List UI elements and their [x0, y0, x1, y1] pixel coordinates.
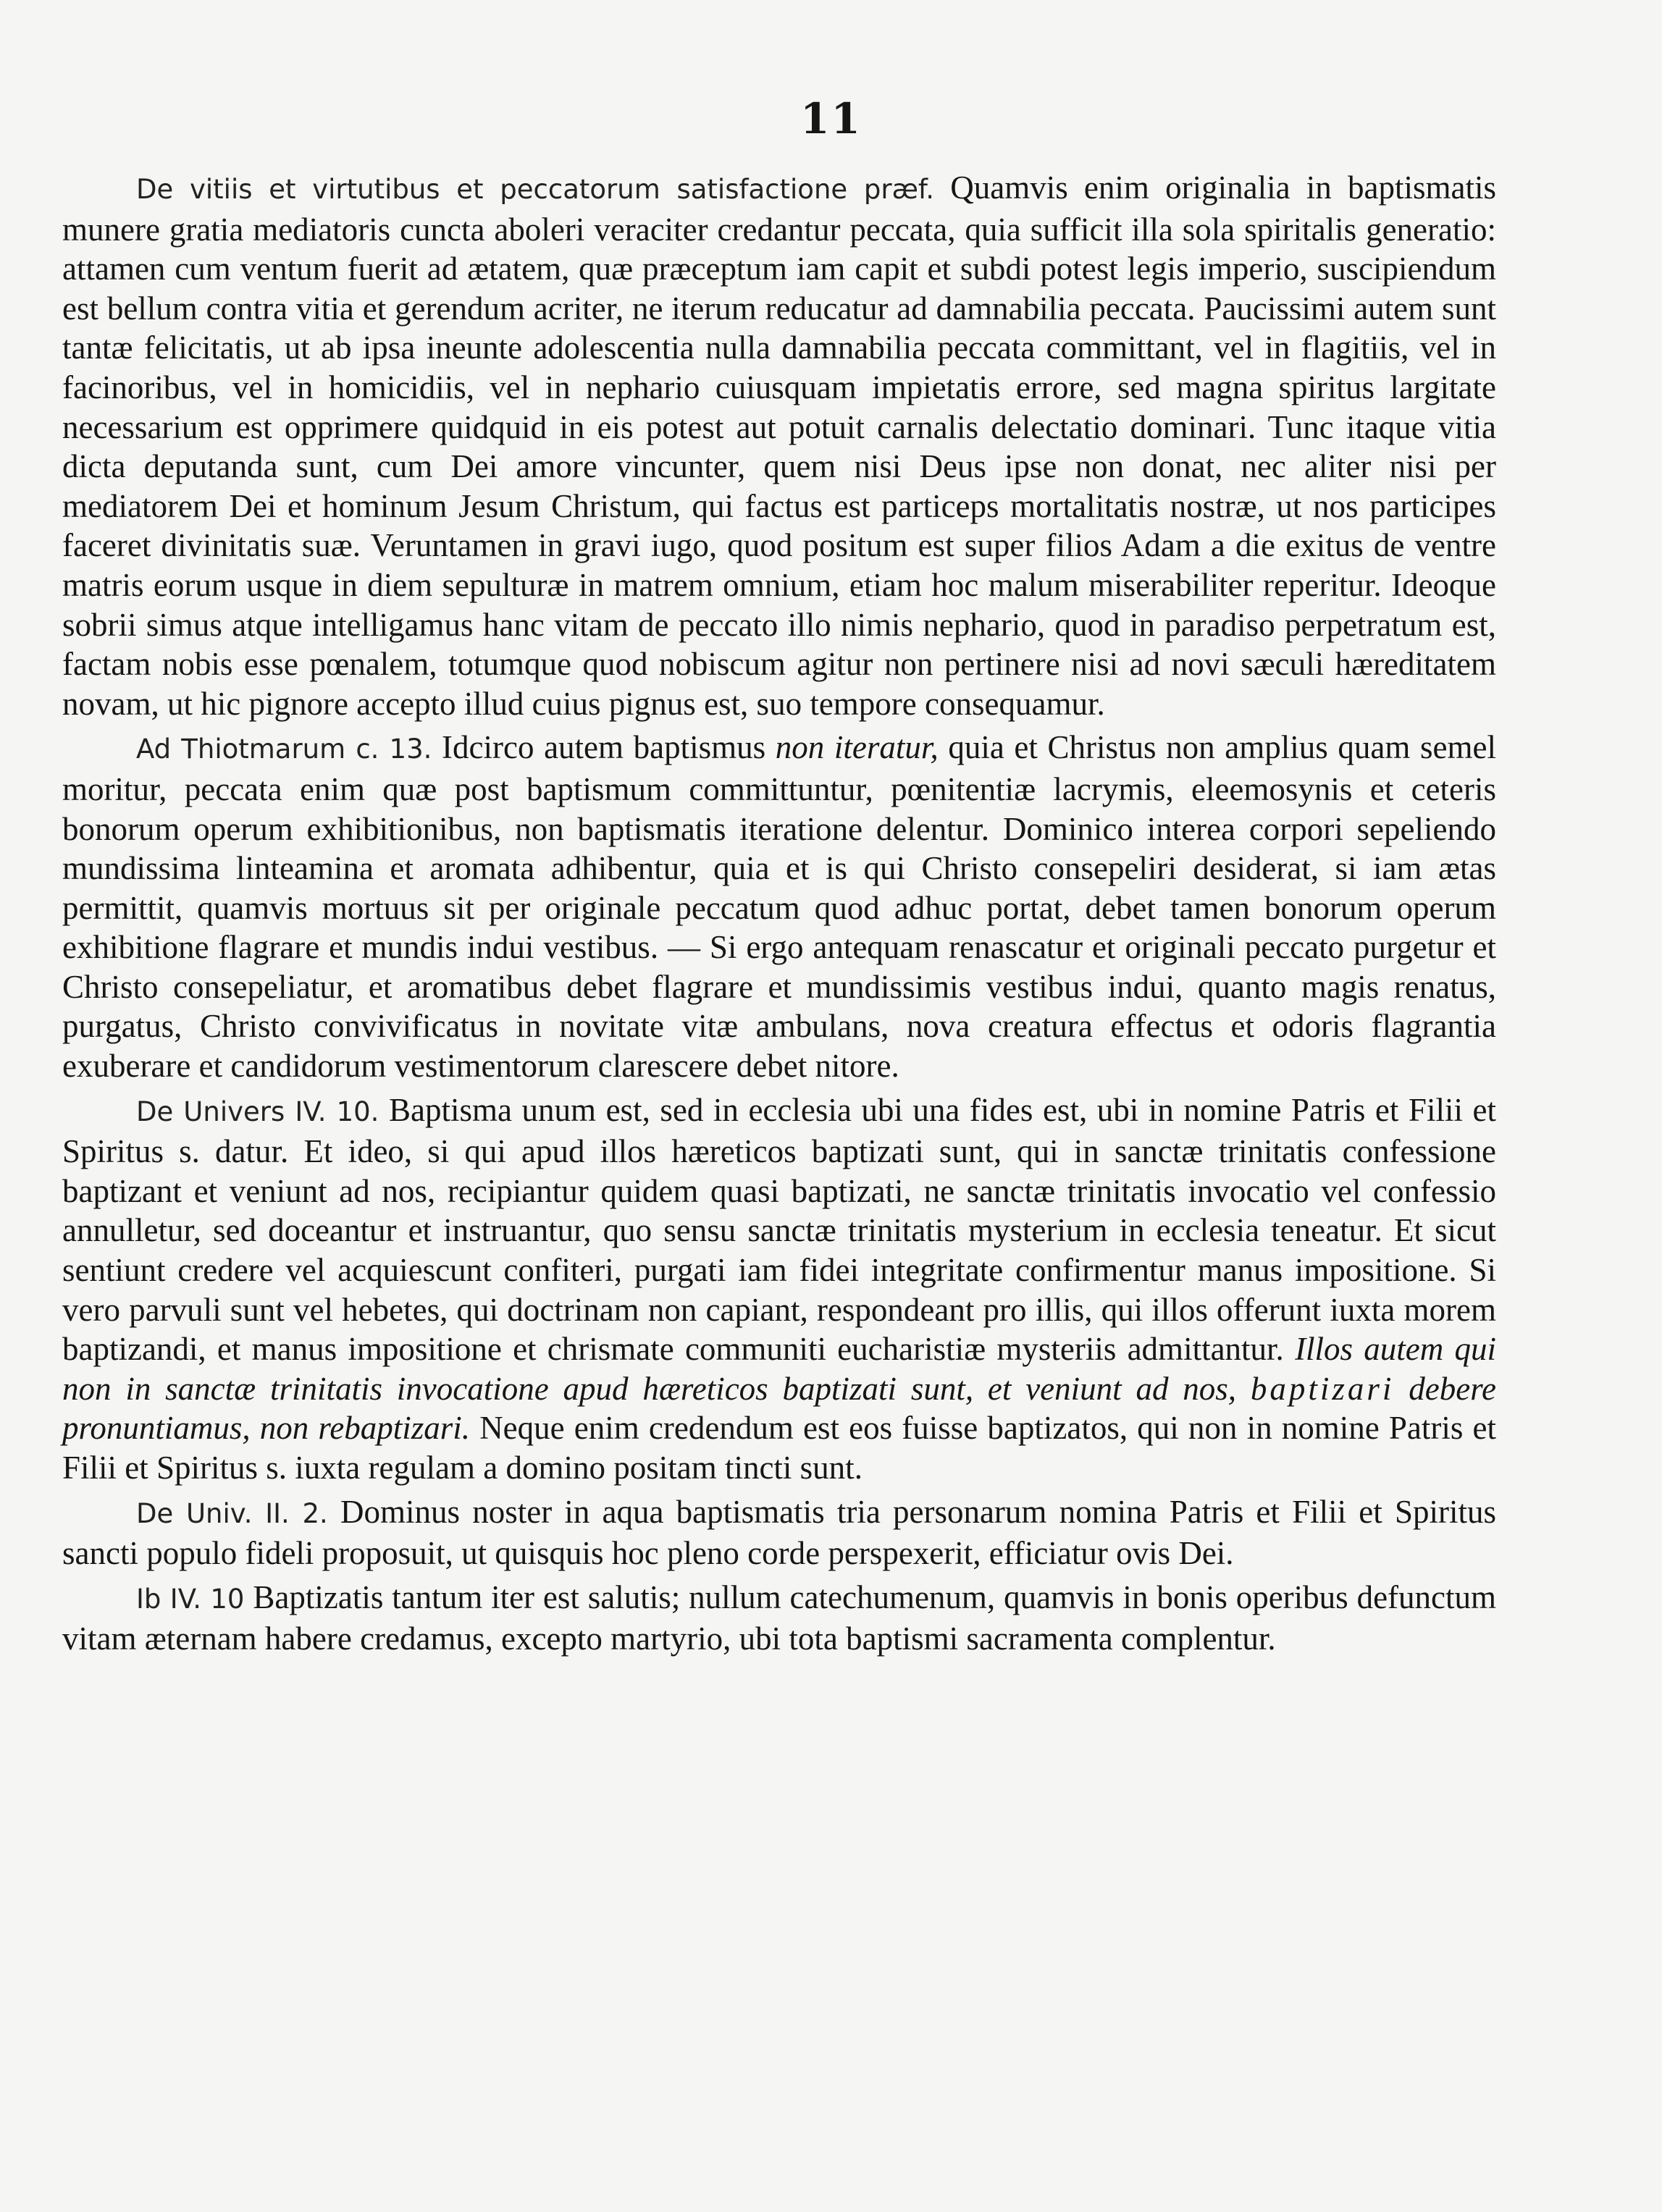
text-segment: Ideoque sobrii simus atque intelligamus hanc vitam de peccato illo nimis nephario, quod in paradiso perpetratum est, factam nobis esse pœnalem, totumque quod nobiscum agitur non pertinere nisi ad novi sæculi hæreditatem novam, ut hic pignore accepto illud cuius pignus est, suo tempore consequamur. — [62, 566, 1497, 722]
main-text — [62, 168, 1496, 1659]
text-segment: Veruntamen in gravi iugo, quod positum est super filios Adam a die exitus de ventre matris eorum usque in diem sepulturæ in matrem omnium, etiam hoc malum miserabiliter reperitur. — [62, 527, 1496, 603]
paragraph-2 — [62, 728, 1496, 1085]
text-segment: Et ideo, si qui apud illos hæreticos baptizati sunt, qui in sanctæ trinitatis confessione baptizant et veniunt ad nos, recipiantur quidem quasi baptizati, ne sanctæ trinitatis invocatio vel confessio annulletur, sed doceantur et instruantur, quo sensu sanctæ trinitatis mysterium in ecclesia teneatur. — [62, 1133, 1496, 1249]
source-citation: Ib IV. 10 — [136, 1583, 245, 1615]
italic-phrase: non iteratur, — [775, 729, 939, 766]
source-citation: Ad Thiotmarum c. 13. — [136, 733, 432, 765]
text-segment: Quamvis enim originalia in baptismatis munere gratia mediatoris cuncta aboleri veraciter credantur peccata, quia sufficit illa sola spiritalis generatio: attamen cum ventum fuerit ad ætatem, quæ præceptum iam capit et subdi potest legis imperio, suscipiendum est bellum contra vitia et gerendum acriter, ne iterum reducatur ad damnabilia peccata. — [62, 169, 1496, 327]
text-segment: Dominico interea corpori sepeliendo mundissima linteamina et aromata adhibentur, quia et is qui Christo consepeliri desiderat, si iam ætas permittit, quamvis mortuus sit per originale peccatum quod adhuc portat, debet tamen bonorum operum exhibitione flagrare et mundis indui vestibus. — — [62, 810, 1496, 966]
text-segment: Dominus noster in aqua baptismatis tria personarum nomina Patris et Filii et Spiritus sancti populo fideli proposuit, ut quisquis hoc pleno corde perspexerit, efficiatur ovis Dei. — [62, 1493, 1496, 1572]
paragraph-3 — [62, 1090, 1496, 1488]
source-citation: De vitiis et virtutibus et peccatorum satisfactione præf. — [136, 174, 935, 205]
paragraph-4 — [62, 1492, 1496, 1573]
text-segment: quia et Christus non amplius quam semel moritur, peccata enim quæ post baptismum committuntur, pœnitentiæ lacrymis, eleemosynis et ceteris bonorum operum exhibitionibus, non baptismatis iteratione delentur. — [62, 729, 1496, 847]
italic-phrase: Illos autem qui non in sanctæ trinitatis invocatione apud hæreticos baptizati sunt, et veniunt ad nos, — [62, 1331, 1497, 1407]
text-segment: Neque enim credendum est eos fuisse baptizatos, qui non in nomine Patris et Filii et Spiritus s. iuxta regulam a domino positam tincti sunt. — [62, 1410, 1496, 1486]
source-citation: De Univ. II. 2. — [136, 1497, 328, 1529]
text-segment: Baptisma unum est, sed in ecclesia ubi una fides est, ubi in nomine Patris et Filii et Spiritus s. datur. — [62, 1091, 1496, 1170]
italic-phrase: debere pronuntiamus, non rebaptizari. — [62, 1370, 1497, 1447]
text-segment: Baptizatis tantum iter est salutis; nullum catechumenum, quamvis in bonis operibus defunctum vitam æternam habere credamus, excepto martyrio, ubi tota baptismi sacramenta complentur. — [62, 1578, 1497, 1657]
text-segment: Si ergo antequam renascatur et originali peccato purgetur et Christo consepeliatur, et aromatibus debet flagrare et mundissimis vestibus indui, quanto magis renatus, purgatus, Christo convivificatus in novitate vitæ ambulans, nova creatura effectus et odoris flagrantia exuberare et candidorum vestimentorum clarescere debet nitore. — [62, 929, 1496, 1085]
text-segment: Et sicut sentiunt credere vel acquiescunt confiteri, purgati iam fidei integritate confirmentur manus impositione. — [62, 1212, 1497, 1289]
text-segment: Si vero parvuli sunt vel hebetes, qui doctrinam non capiant, respondeant pro illis, qui illos offerunt iuxta morem baptizandi, et manus impositione et chrismate communiti eucharistiæ mysteriis admittantur. — [62, 1252, 1497, 1368]
text-segment: Paucissimi autem sunt tantæ felicitatis, ut ab ipsa ineunte adolescentia nulla damnabilia peccata committant, vel in flagitiis, vel in facinoribus, vel in homicidiis, vel in nephario cuiusquam impietatis errore, sed magna spiritus largitate necessarium est opprimere quidquid in eis potest aut potuit carnalis delectatio dominari. — [62, 290, 1497, 445]
text-segment: Tunc itaque vitia dicta deputanda sunt, cum Dei amore vincunter, quem nisi Deus ipse non donat, nec aliter nisi per mediatorem Dei et hominum Jesum Christum, qui factus est particeps mortalitatis nostræ, ut nos participes faceret divinitatis suæ. — [62, 408, 1497, 564]
source-citation: De Univers IV. 10. — [136, 1096, 379, 1127]
paragraph-5 — [62, 1578, 1496, 1659]
page-number: 11 — [800, 94, 862, 143]
paragraph-1 — [62, 168, 1496, 723]
spaced-italic-word: baptizari — [1250, 1370, 1395, 1407]
text-segment: Idcirco autem baptismus — [442, 729, 766, 766]
